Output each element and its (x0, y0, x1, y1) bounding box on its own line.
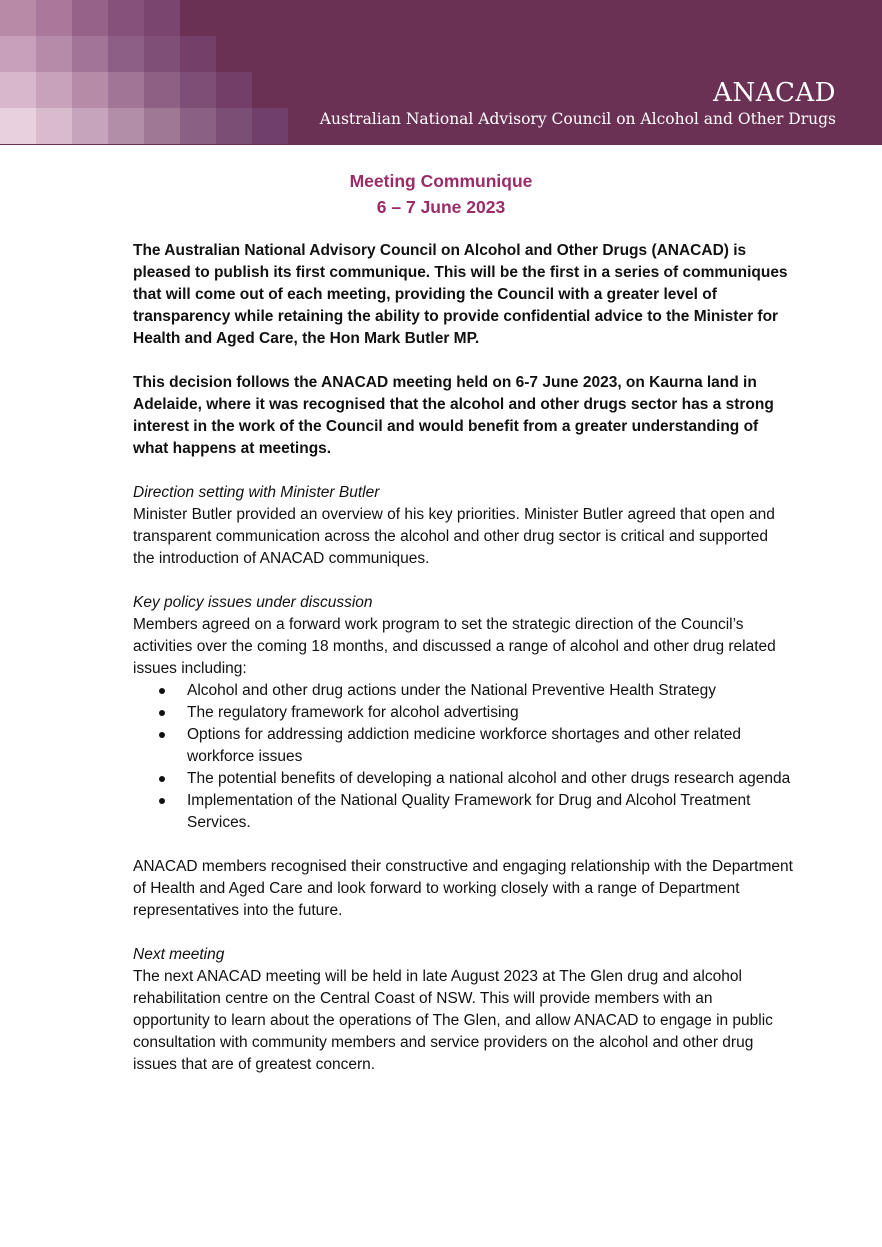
section-text: Members agreed on a forward work program to set the strategic direction of the Council’s activities over the coming 18 months, and discussed a range of alcohol and other drug related issues including: (133, 616, 776, 677)
section-text: Minister Butler provided an overview of his key priorities. Minister Butler agreed that open and transparent communication across the alcohol and other drug sector is critical and supported the introduction of ANACAD communiques. (133, 506, 775, 567)
section-text: The next ANACAD meeting will be held in late August 2023 at The Glen drug and alcohol rehabilitation centre on the Central Coast of NSW. This will provide members with an opportunity to learn about the operations of The Glen, and allow ANACAD to engage in public consultation with community members and service providers on the alcohol and other drug issues that are of greatest concern. (133, 968, 773, 1073)
next-meeting-section (133, 944, 793, 1076)
decor-tile (108, 108, 144, 144)
decor-tile (0, 72, 36, 108)
decor-tile (36, 72, 72, 108)
decor-tile (144, 72, 180, 108)
decor-tile (72, 0, 108, 36)
relationship-paragraph: ANACAD members recognised their constructive and engaging relationship with the Department of Health and Aged Care and look forward to working closely with a range of Department representatives into the future. (133, 858, 793, 919)
decor-tile (36, 0, 72, 36)
decor-tile (36, 108, 72, 144)
decor-tile (0, 0, 36, 36)
policy-issue-list (133, 680, 793, 834)
decor-tile (180, 36, 216, 72)
intro-paragraph: The Australian National Advisory Council on Alcohol and Other Drugs (ANACAD) is pleased to publish its first communique. This will be the first in a series of communiques that will come out of each meeting, providing the Council with a greater level of transparency while retaining the ability to provide confidential advice to the Minister for Health and Aged Care, the Hon Mark Butler MP. (133, 242, 788, 347)
intro-paragraph: This decision follows the ANACAD meeting held on 6-7 June 2023, on Kaurna land in Adelaide, where it was recognised that the alcohol and other drugs sector has a strong interest in the work of the Council and would benefit from a greater understanding of what happens at meetings. (133, 374, 774, 457)
list-item: The potential benefits of developing a national alcohol and other drugs research agenda (187, 768, 793, 790)
decor-tile (0, 108, 36, 144)
decor-tile (216, 108, 252, 144)
direction-section (133, 482, 793, 570)
page-title: Meeting Communique (349, 171, 533, 191)
header-banner (0, 0, 882, 145)
decor-tile (180, 72, 216, 108)
decor-tile (144, 0, 180, 36)
meeting-date: 6 – 7 June 2023 (376, 197, 506, 217)
policy-section (133, 592, 793, 680)
decor-tile (252, 108, 288, 144)
section-heading: Key policy issues under discussion (133, 594, 373, 611)
decor-tile (216, 72, 252, 108)
decor-tile (144, 36, 180, 72)
section-heading: Direction setting with Minister Butler (133, 484, 380, 501)
decor-tile (72, 72, 108, 108)
org-full-name: Australian National Advisory Council on Alcohol and Other Drugs (319, 110, 836, 128)
decor-tile (108, 72, 144, 108)
list-item: Options for addressing addiction medicine workforce shortages and other related workforce issues (187, 724, 793, 768)
decor-tile (72, 36, 108, 72)
decor-tile (144, 108, 180, 144)
decor-tile (36, 36, 72, 72)
section-heading: Next meeting (133, 946, 225, 963)
decor-tile (72, 108, 108, 144)
list-item: The regulatory framework for alcohol advertising (187, 702, 793, 724)
decor-tile (0, 36, 36, 72)
list-item: Alcohol and other drug actions under the National Preventive Health Strategy (187, 680, 793, 702)
decor-tile (108, 0, 144, 36)
decor-tile (108, 36, 144, 72)
decor-tile (180, 108, 216, 144)
org-acronym: ANACAD (713, 78, 836, 108)
communique-body (133, 240, 793, 1098)
list-item: Implementation of the National Quality Framework for Drug and Alcohol Treatment Services. (187, 790, 793, 834)
